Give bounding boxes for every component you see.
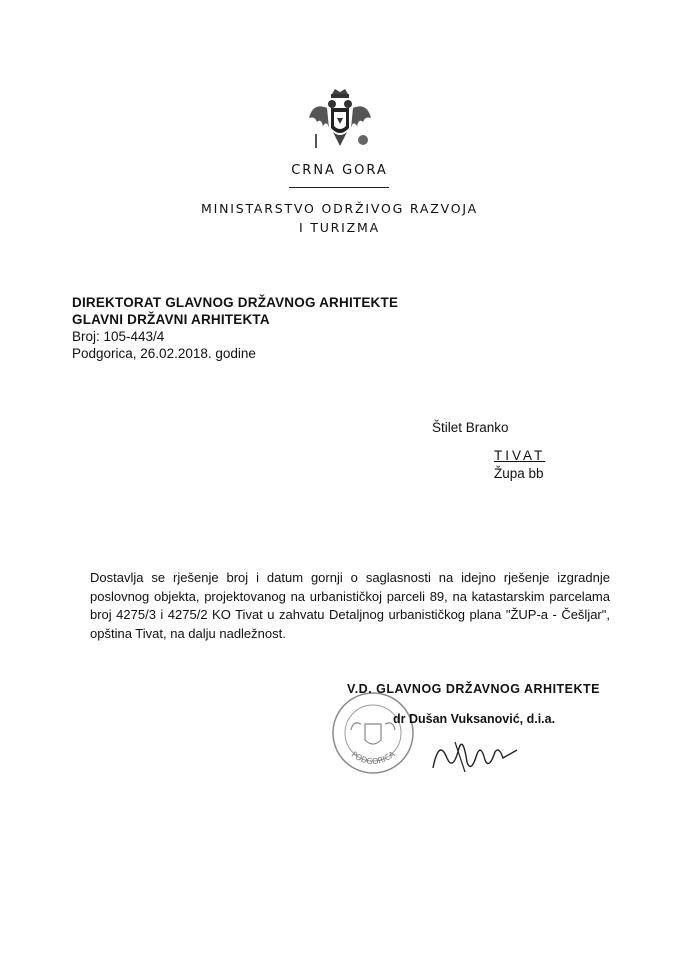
place-date: Podgorica, 26.02.2018. godine [72,346,256,361]
recipient-street: Župa bb [494,466,544,481]
ministry-name-line-1: MINISTARSTVO ODRŽIVOG RAZVOJA [201,201,478,216]
coat-of-arms-icon [307,88,373,154]
svg-text:PODGORICA [350,749,397,766]
handwritten-signature [425,728,525,780]
document-header [72,294,398,362]
official-stamp-icon [323,688,423,778]
stamp-text: PODGORICA [349,749,397,767]
letter-body: Dostavlja se rješenje broj i datum gornji o saglasnosti na idejno rješenje izgradnje poslovnog objekta, projektovanog na urbanističkoj parceli 89, na katastarskim parcelama broj 4275/3 i 4275/2 KO Tivat u zahvatu Detaljnog urbanističkog plana "ŽUP-a - Češljar", opština Tivat, na dalju nadležnost. [90,570,610,641]
directorate-title: DIREKTORAT GLAVNOG DRŽAVNOG ARHITEKTE [72,295,399,310]
document-number: Broj: 105-443/4 [72,329,165,344]
ministry-name [0,199,679,237]
country-name: CRNA GORA [291,163,388,178]
recipient-city: TIVAT [494,448,546,463]
office-title: GLAVNI DRŽAVNI ARHITEKTA [72,312,270,327]
recipient-name: Štilet Branko [432,420,509,435]
signatory-title: V.D. GLAVNOG DRŽAVNOG ARHITEKTE [347,682,601,696]
signatory-name: dr Dušan Vuksanović, d.i.a. [393,712,556,726]
letterhead-divider [289,187,389,188]
ministry-name-line-2: I TURIZMA [299,220,380,235]
